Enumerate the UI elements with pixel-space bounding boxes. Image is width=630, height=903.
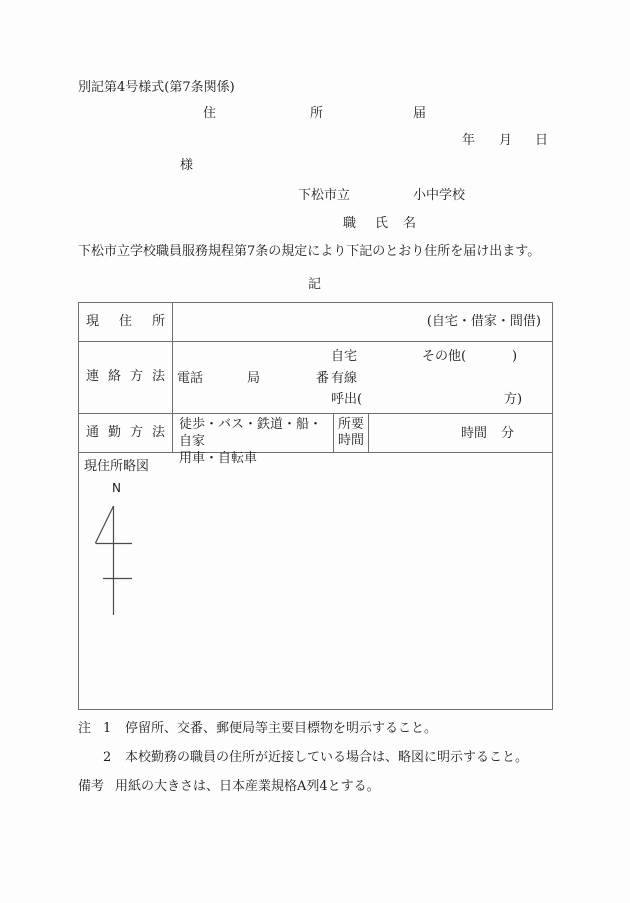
note-2-num: 2	[103, 750, 112, 765]
header-char: 絡	[107, 369, 121, 385]
row-current-address	[79, 303, 552, 342]
header-char: 勤	[107, 424, 121, 440]
number-label: 番	[316, 371, 330, 386]
org-prefix: 下松市立	[298, 188, 351, 203]
form-title-char: 届	[413, 106, 427, 121]
row-commute-method	[79, 414, 552, 466]
other-phone-close: )	[512, 349, 518, 364]
header-char: 方	[129, 369, 143, 385]
row-header-commute-method	[79, 414, 173, 452]
remark-text: 用紙の大きさは、日本産業規格A列4とする。	[115, 779, 380, 794]
signer-char: 名	[403, 216, 417, 231]
header-char: 住	[118, 313, 132, 329]
other-phone-open: その他(	[422, 349, 467, 364]
addressee-suffix: 様	[180, 158, 194, 173]
row-address-sketch-map	[79, 453, 552, 709]
row-header-text	[79, 425, 172, 441]
form-id: 別記第4号様式(第7条関係)	[78, 80, 235, 95]
note-2-text: 本校勤務の職員の住所が近接している場合は、略図に明示すること。	[125, 750, 529, 765]
tenure-note: (自宅・借家・間借)	[426, 313, 541, 329]
note-1-num: 1	[103, 721, 112, 736]
row-header-contact-method	[79, 342, 173, 413]
duration-field	[369, 414, 552, 452]
row-header-current-address	[79, 303, 173, 341]
row-contact-method	[79, 342, 552, 414]
form-table	[78, 302, 553, 710]
header-char: 方	[129, 424, 143, 440]
day-label: 日	[535, 133, 549, 148]
phone-label: 電話	[177, 371, 204, 386]
header-char: 通	[86, 424, 100, 440]
north-arrow-sketch	[79, 453, 279, 683]
header-char: 連	[86, 369, 100, 385]
remark-label: 備考	[78, 779, 105, 794]
commute-options	[173, 414, 334, 466]
wired-phone-label: 有線	[331, 371, 358, 386]
header-char: 所	[151, 313, 165, 329]
contact-method-field	[173, 342, 552, 413]
call-phone-open: 呼出(	[331, 392, 363, 407]
header-char: 法	[151, 369, 165, 385]
home-phone-label: 自宅	[331, 349, 358, 364]
record-mark: 記	[308, 277, 322, 292]
note-label: 注	[78, 721, 92, 736]
org-suffix: 小中学校	[413, 188, 466, 203]
note-1-text: 停留所、交番、郵便局等主要目標物を明示すること。	[125, 721, 438, 736]
commute-options-line2: 用車・自転車	[179, 451, 258, 466]
year-label: 年	[462, 133, 476, 148]
row-header-text	[79, 314, 172, 330]
header-char: 法	[151, 424, 165, 440]
signer-char: 職	[343, 216, 357, 231]
row-header-text	[79, 369, 172, 385]
signer-char: 氏	[375, 216, 389, 231]
commute-options-line1: 徒歩・バス・鉄道・船・自家	[179, 417, 323, 449]
sketch-map-label: 現住所略図	[84, 459, 150, 474]
current-address-field	[173, 303, 552, 341]
statement-text: 下松市立学校職員服務規程第7条の規定により下記のとおり住所を届け出ます。	[78, 244, 541, 259]
header-char: 現	[86, 313, 100, 329]
hours-label: 時間	[461, 426, 488, 441]
north-mark-label: N	[112, 481, 121, 495]
form-title-char: 住	[203, 106, 217, 121]
duration-header-line2: 時間	[337, 433, 364, 448]
call-phone-close: 方)	[504, 392, 523, 407]
month-label: 月	[499, 133, 513, 148]
form-title-char: 所	[310, 106, 324, 121]
duration-header-line1: 所要	[337, 417, 364, 432]
exchange-label: 局	[247, 371, 261, 386]
duration-header	[334, 414, 369, 452]
minutes-label: 分	[501, 426, 515, 441]
